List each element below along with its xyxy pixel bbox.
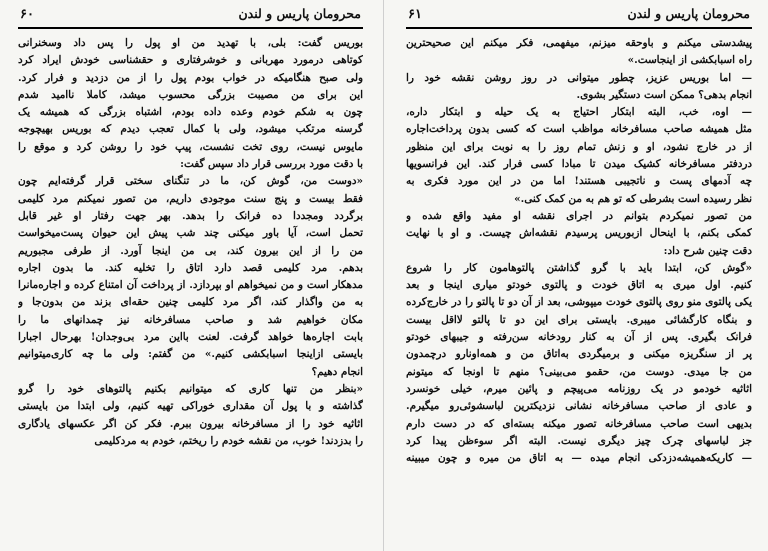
page-number: ۶۱ bbox=[408, 7, 422, 22]
text-line: بایستی ازاینجا اسبابکشی کنیم.» من گفتم: ولی ما چه کاری‌میتوانیم bbox=[18, 348, 363, 361]
text-line: پیشدستی میکنم و باوحقه میزنم، میفهمی، فکر میکنم این صحیحترین bbox=[406, 37, 752, 49]
text-line: و بنگاه کارگشائی میبری. بایستی برای این دو تا پالتو لااقل بیست bbox=[406, 313, 752, 326]
text-line: «بنظر من تنها کاری که میتوانیم بکنیم پالتوهای خود را گرو bbox=[18, 382, 363, 395]
text-line: تحمل است، آیا باور میکنی چند شب پیش این حیوان پست‌میخواست bbox=[18, 227, 363, 240]
text-line: مدهکار است و من نمیخواهم او بپردازد. از پرداخت آن امتناع کرده و اجاره‌مانرا bbox=[18, 279, 363, 292]
text-line: انجام بدهی؟ ممکن است دستگیر بشوی. bbox=[576, 88, 752, 101]
text-line: گذاشته و با پول آن مقداری خوراکی تهیه کنیم، ولی ابتدا من بایستی bbox=[18, 400, 363, 413]
text-line: چه آدمهای پست و ناتجیبی هستند! اما من در این مورد فکری به bbox=[406, 175, 752, 188]
text-line: جز لباسهای چرک چیز دیگری نیست. البته اگر سوءظن پیدا کرد bbox=[406, 434, 752, 447]
page-body bbox=[406, 35, 752, 467]
running-title: محرومان پاریس و لندن bbox=[238, 6, 361, 21]
page-body bbox=[18, 35, 363, 450]
text-line: — اوه، خب، البته ابتکار احتیاج به یک حیله و ابتکار داره، bbox=[406, 106, 752, 119]
text-line: فقط بیست و پنج سنت موجودی داریم، من تصور نمیکنم مرد کلیمی bbox=[18, 192, 363, 205]
text-line: «گوش کن، ابتدا باید با گرو گذاشتن پالتوهامون کار را شروع bbox=[406, 261, 752, 274]
text-line: کمکی بکنم، با اینحال ازبوریس پرسیدم نقشه‌اش چیست. و او با نهایت bbox=[406, 227, 752, 240]
text-line: من را از این بیرون کند، بی من اینجا آورد. از طرفی مجبوریم bbox=[18, 244, 363, 257]
right-page bbox=[384, 0, 768, 551]
page-header bbox=[18, 6, 363, 29]
text-line: مثل همیشه صاحب مسافرخانه مواظب است که کسی بدون پرداخت‌اجاره bbox=[406, 123, 752, 136]
text-line: بابت اجاره‌ها خواهد گرفت. لعنت بااین مرد بی‌وجدان! بهرحال اجبارا bbox=[18, 331, 363, 344]
text-line: — کاریکه‌همیشه‌دزدکی انجام میده — به اتاق من میره و چون میبینه bbox=[406, 452, 752, 465]
text-line: فرانک بگیری. پس از آن به کنار رودخانه سن‌رفته و جیبهای خودتو bbox=[406, 331, 752, 344]
text-line: راه اسبابکشی از اینجاست.» bbox=[627, 54, 752, 67]
text-line: اثاثیه خود را از مسافرخانه بیرون ببرم. فکر کن اگر عکسهای یادگاری bbox=[18, 417, 363, 430]
text-line: مایوس نیست، روی تخت نشست، پیپ خود را روشن کرد و موقع را bbox=[18, 140, 363, 153]
text-line: از در خارج نشود، او و زنش تمام روز را به نوبت برای این منظور bbox=[406, 140, 752, 153]
text-line: برگردد ومجددا ده فرانک را بدهد. بهر جهت رفتار او غیر قابل bbox=[18, 209, 363, 222]
text-line: من تصور نمیکردم بتوانم در اجرای نقشه او مفید واقع شده و bbox=[406, 209, 752, 222]
text-line: من جا میدی. دوست من، حقمو می‌بینی؟ منهم تا اونجا که میتونم bbox=[406, 365, 752, 378]
text-line: بدهم. مرد کلیمی قصد دارد اتاق را تخلیه کند. ما بدون اجاره bbox=[18, 261, 363, 274]
text-line: — اما بوریس عزیز، چطور میتوانی در روز روشن نقشه خود را bbox=[406, 71, 752, 84]
text-line: این برای من مصیبت بزرگی محسوب میشد، کاملا ناامید شدم bbox=[18, 88, 363, 101]
text-line: دردفتر مسافرخانه کشیک میدن تا مبادا کسی فرار کند. این فرانسویها bbox=[406, 158, 752, 171]
text-line: چون به شکم خودم وعده داده بودم، اشتباه بزرگی که همیشه یک bbox=[18, 106, 363, 119]
text-line: دقت چنین شرح داد: bbox=[663, 244, 752, 257]
text-line: اثاثیه خودمو در یک روزنامه می‌پیچم و پائین میرم، خیلی خونسرد bbox=[406, 382, 752, 395]
text-line: بوریس گفت: بلی، با تهدید من او پول را پس داد وسخنرانی bbox=[18, 37, 363, 49]
text-line: «دوست من، گوش کن، ما در تنگنای سختی قرار گرفته‌ایم چون bbox=[18, 175, 363, 188]
text-line: با دقت مورد بررسی قرار داد سپس گفت: bbox=[180, 158, 363, 171]
text-line: به من واگذار کند، اگر مرد کلیمی چنین حقه‌ای بزند من بدون‌جا و bbox=[18, 296, 363, 309]
text-line: یکی پالتوی منو روی پالتوی خودت میپوشی، بعد از آن دو تا پالتو را در خارج‌کرده bbox=[406, 296, 752, 309]
page-number: ۶۰ bbox=[20, 7, 34, 22]
text-line: بدیهی است صاحب مسافرخانه تصور میکنه بسته‌ای که در دست دارم bbox=[406, 417, 752, 430]
running-title: محرومان پاریس و لندن bbox=[627, 6, 750, 21]
text-line: و عادی از صاحب مسافرخانه نشانی نزدیکترین لباسشوئی‌رو میگیرم. bbox=[406, 400, 752, 413]
text-line: کنیم. اول میری به اتاق خودت و پالتوی خودتو میاری اینجا و بعد bbox=[406, 279, 752, 292]
text-line: انجام دهیم؟ bbox=[311, 365, 363, 378]
text-line: مکان خواهیم شد و صاحب مسافرخانه نیز چمدانهای ما را bbox=[18, 313, 363, 326]
text-line: ولی صبح هنگامیکه در خواب بودم پول را از من دزدید و فرار کرد. bbox=[18, 71, 363, 84]
text-line: کوتاهی درمورد مهربانی و خوشرفتاری و حقشناسی خودش ایراد کرد bbox=[18, 54, 363, 67]
text-line: پر از سنگریزه میکنی و برمیگردی به‌اتاق من و همه‌اونارو درچمدون bbox=[406, 348, 752, 361]
page-header bbox=[406, 6, 752, 29]
text-line: گرسنه مرتکب میشود، ولی با کمال تعجب دیدم که بوریس بهیچوجه bbox=[18, 123, 363, 136]
text-line: نظر رسیده است بشرطی که تو هم به من کمک کنی.» bbox=[514, 192, 752, 205]
text-line: را بدزدند! خوب، من نقشه خودم را ریختم، خودم به مردکلیمی bbox=[94, 434, 363, 447]
